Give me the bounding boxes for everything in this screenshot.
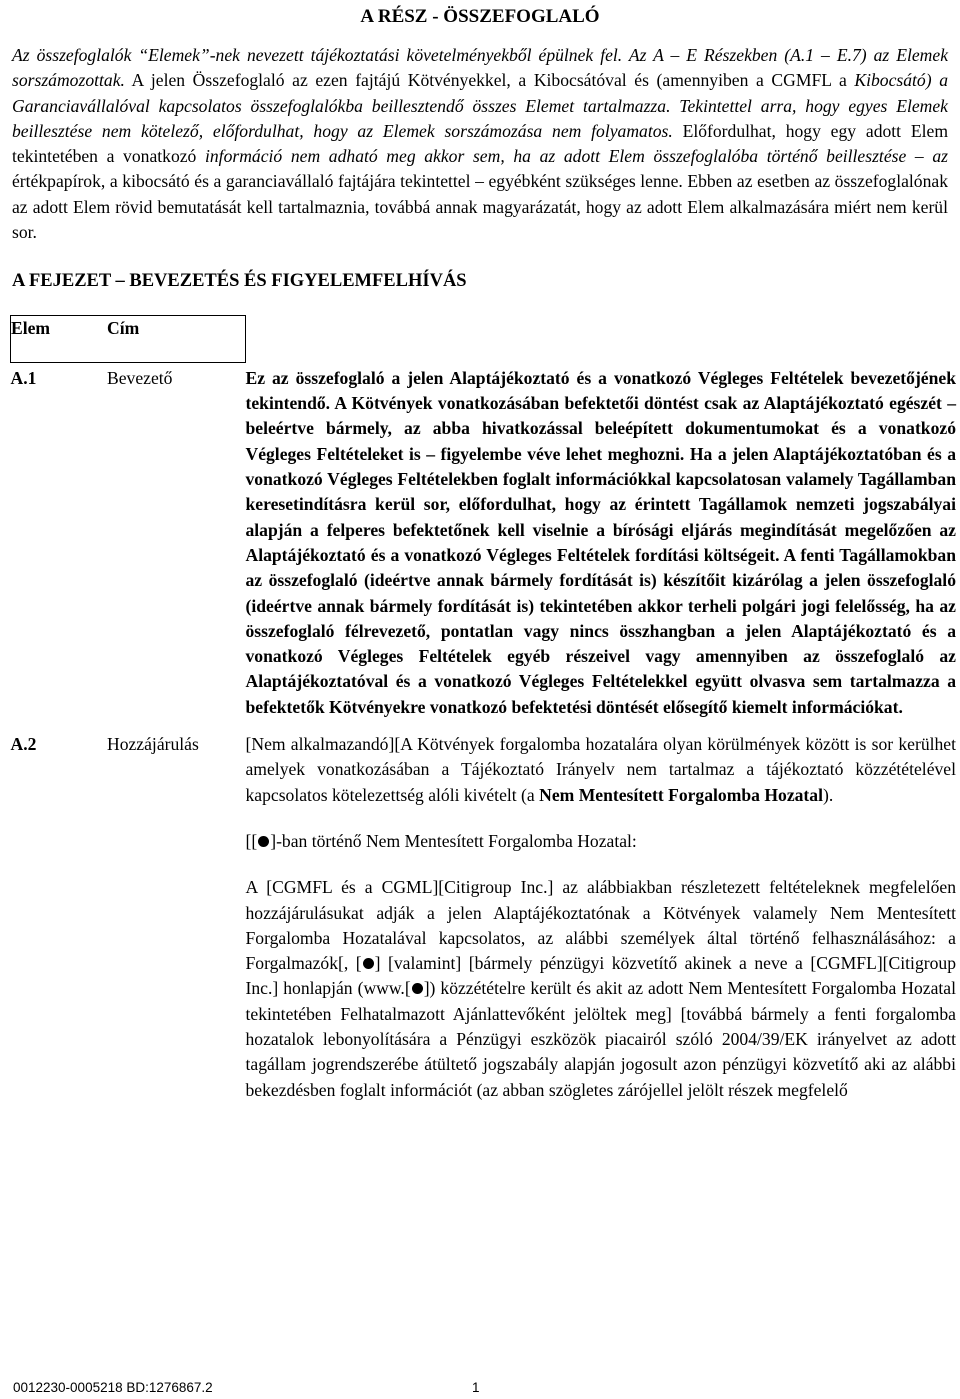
header-elem: Elem	[11, 316, 108, 363]
chapter-title: A FEJEZET – BEVEZETÉS ÉS FIGYELEMFELHÍVÁS	[12, 271, 467, 292]
row-text	[246, 732, 957, 1124]
intro-paragraph	[12, 43, 948, 245]
bullet-placeholder-icon	[363, 958, 374, 969]
consent-paragraph-1: [Nem alkalmazandó][A Kötvények forgalomba hozatalára olyan körülmények között is sor kerülhet amelyek vonatkozásában a Tájékoztató Irányelv nem tartalmaz a tájékoztató közzétételével kapcsolatos kötelezettség alóli kivételt (a Nem Mentesített Forgalomba Hozatal).	[245, 734, 956, 805]
intro-italic-1: Az összefoglalók “Elemek”-nek nevezett tájékoztatási követelményekből épülnek fel. Az A – E Részekben (A.1 – E.7) az Elemek sorszámozottak.	[12, 45, 948, 91]
bullet-placeholder-icon	[412, 983, 423, 994]
bullet-placeholder-icon	[258, 836, 269, 847]
row-elem-id: A.1	[10, 368, 37, 389]
row-title: Bevezető	[107, 368, 173, 389]
footer-doc-id: 0012230-0005218 BD:1276867.2	[13, 1380, 213, 1395]
intro-text-3: értékpapírok, a kibocsátó és a garanciavállaló fajtájára tekintettel – egyébként szükséges lenne. Ebben az esetben az összefoglalónak az adott Elem rövid bemutatását kell tartalmaznia, továbbá annak magyarázatát, hogy az adott Elem alkalmazására miért nem kerül sor.	[12, 171, 948, 243]
consent-paragraph-2: [[ ]-ban történő Nem Mentesített Forgalomba Hozatal:	[245, 830, 637, 851]
row-text: Ez az összefoglaló a jelen Alaptájékoztató és a vonatkozó Végleges Feltételek bevezetőjének tekintendő. A Kötvények vonatkozásában befektetői döntést csak az Alaptájékoztató egészét – beleértve bármely, az abba hivatkozással beleépített dokumentumokat és a vonatkozó Végleges Feltételeket is – figyelembe véve lehet meghozni. Ha a jelen Alaptájékoztatóban és a vonatkozó Végleges Feltételekben foglalt információkkal kapcsolatosan valamely Tagállamban keresetindításra kerül sor, előfordulhat, hogy az érintett Tagállamok nemzeti jogszabályai alapján a felperes befektetőnek kell viselnie a bírósági eljárás megindítását megelőzően az Alaptájékoztató és a vonatkozó Végleges Feltételek fordítási költségeit. A fenti Tagállamokban az összefoglaló (ideértve annak bármely fordítását is) készítőit kizárólag a jelen összefoglaló (ideértve annak bármely fordítását is) tekintetében akkor terheli polgári jogi felelősség, ha az összefoglaló félrevezető, pontatlan vagy nincs összhangban a jelen Alaptájékoztató és a vonatkozó Végleges Feltételek egyéb részeivel vagy amennyiben az összefoglaló az Alaptájékoztatóval és a vonatkozó Végleges Feltételekkel együtt olvasva sem tartalmazza a befektetők Kötvényekre vonatkozó befektetési döntését elősegítő kiemelt információkat.	[245, 367, 956, 717]
row-elem-id: A.2	[10, 734, 37, 755]
table-header-row	[11, 316, 957, 363]
page-number: 1	[472, 1380, 480, 1395]
intro-italic-2: Kibocsátó) a Garanciavállalóval kapcsolatos összefoglalókba beillesztendő összes Elemet tartalmazza. Tekintettel arra, hogy egyes Elemek beillesztése nem kötelező, előfordulhat, hogy az Elemek sorszámozása nem folyamatos.	[12, 70, 948, 141]
elements-table	[10, 315, 956, 1124]
document-page	[10, 0, 956, 1124]
page-title: A RÉSZ - ÖSSZEFOGLALÓ	[360, 6, 600, 27]
table-row	[11, 732, 957, 1124]
intro-text-1: A jelen Összefoglaló az ezen fajtájú Kötvényekkel, a Kibocsátóval és (amennyiben a CGMFL a	[124, 70, 855, 91]
intro-text-2: Előfordulhat, hogy egy adott Elem tekintetében a vonatkozó	[12, 120, 949, 167]
consent-paragraph-3: A [CGMFL és a CGML][Citigroup Inc.] az alábbiakban részletezett feltételeknek megfelelően hozzájárulásukat adják a jelen Alaptájékoztatónak a Kötvények valamely Nem Mentesített Forgalomba Hozatalával kapcsolatos, az alábbi személyek által történő felhasználásához: a Forgalmazók[, [ ] [valamint] [bármely pénzügyi közvetítő akinek a neve a [CGMFL][Citigroup Inc.] honlapján (www.[ ]) közzétételre került és akit az adott Nem Mentesített Forgalomba Hozatal tekintetében Felhatalmazott Ajánlattevőként jelöltek meg] [továbbá bármely a fenti forgalomba hozatalok lebonyolítására a Pénzügyi eszközök piacairól szóló 2004/39/EK irányelvet az adott tagállam jogrendszerébe átültető jogszabály alapján jogosult azon pénzügyi közvetítő aki az alábbi bekezdésben foglalt információt (az abban szögletes zárójellel jelölt részek megfelelő	[245, 877, 956, 1100]
bold-term: Nem Mentesített Forgalomba Hozatal	[539, 784, 823, 805]
table-row	[11, 363, 957, 732]
intro-italic-3: információ nem adható meg akkor sem, ha az adott Elem összefoglalóba történő beillesztése – az	[205, 146, 948, 167]
row-title: Hozzájárulás	[107, 734, 199, 755]
header-cim: Cím	[107, 316, 246, 363]
